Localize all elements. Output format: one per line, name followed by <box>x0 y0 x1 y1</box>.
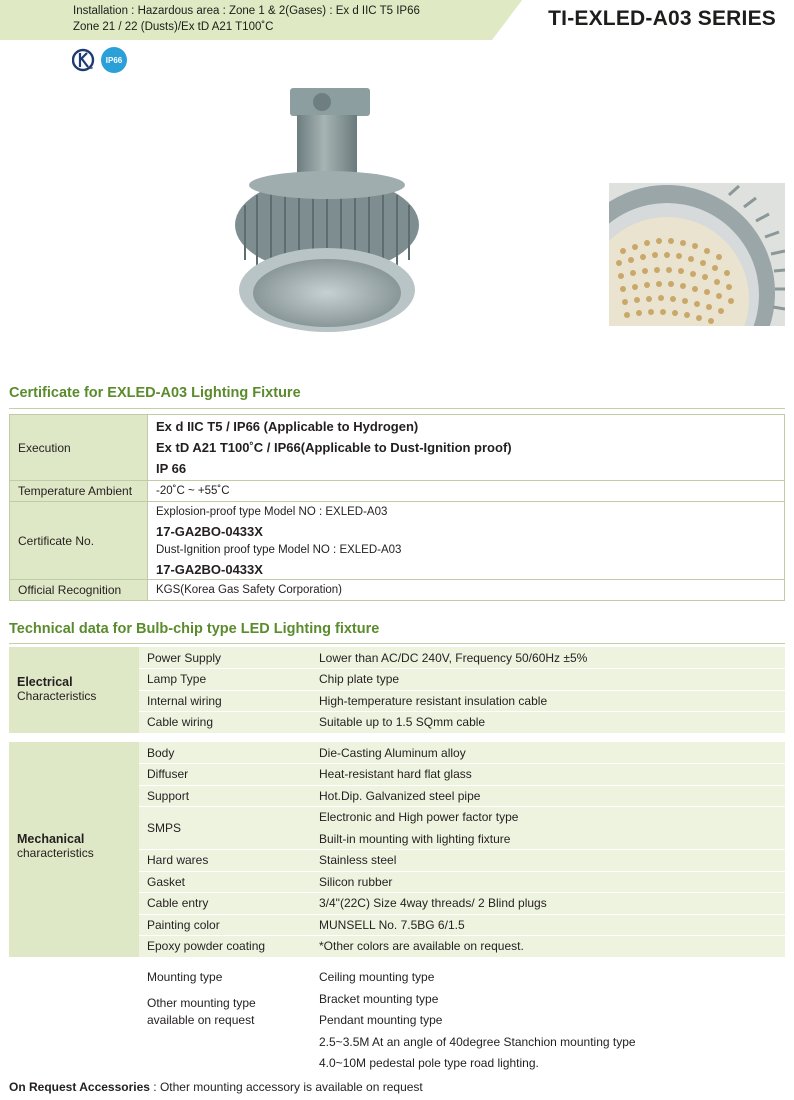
row-divider <box>139 871 785 872</box>
spec-value: Hot.Dip. Galvanized steel pipe <box>319 789 481 803</box>
other-mounting-value: Bracket mounting type <box>319 992 439 1006</box>
spec-item: Epoxy powder coating <box>147 939 266 953</box>
spec-item: Cable entry <box>147 896 209 910</box>
spec-value: Heat-resistant hard flat glass <box>319 767 472 781</box>
header-band <box>0 0 794 40</box>
spec-item: Diffuser <box>147 767 189 781</box>
mechanical-block <box>9 742 785 957</box>
electrical-label-main: Electrical <box>17 675 73 689</box>
series-title: TI-EXLED-A03 SERIES <box>548 7 776 30</box>
certificate-no-label: Certificate No. <box>10 502 148 580</box>
recognition-value: KGS(Korea Gas Safety Corporation) <box>148 580 785 601</box>
mechanical-label-sub: characteristics <box>17 846 94 860</box>
spec-item: SMPS <box>147 821 182 835</box>
row-divider <box>139 763 785 764</box>
execution-values <box>148 415 785 481</box>
mounting-type-value: Ceiling mounting type <box>319 970 435 984</box>
spec-item: Support <box>147 789 190 803</box>
recognition-row <box>10 580 785 601</box>
dust-ignition-cert-no: 17-GA2BO-0433X <box>156 561 263 577</box>
spec-item: Lamp Type <box>147 672 207 686</box>
execution-value-2: Ex tD A21 T100˚C / IP66(Applicable to Dust-Ignition proof) <box>156 440 512 455</box>
spec-item: Gasket <box>147 875 186 889</box>
row-divider <box>139 785 785 786</box>
kcs-mark-icon <box>72 47 96 73</box>
row-divider <box>139 690 785 691</box>
spec-value: Silicon rubber <box>319 875 393 889</box>
certificate-section-title: Certificate for EXLED-A03 Lighting Fixture <box>9 385 301 401</box>
other-mounting-value: 4.0~10M pedestal pole type road lighting. <box>319 1056 539 1070</box>
execution-label: Execution <box>10 415 148 481</box>
spec-value: 3/4"(22C) Size 4way threads/ 2 Blind plugs <box>319 896 547 910</box>
spec-value: Suitable up to 1.5 SQmm cable <box>319 715 486 729</box>
spec-value: Die-Casting Aluminum alloy <box>319 746 466 760</box>
spec-item: Internal wiring <box>147 694 222 708</box>
spec-item: Hard wares <box>147 853 209 867</box>
spec-value: MUNSELL No. 7.5BG 6/1.5 <box>319 918 465 932</box>
product-photo <box>225 85 440 343</box>
spec-item: Cable wiring <box>147 715 214 729</box>
accessories-text: : Other mounting accessory is available on request <box>149 1080 423 1094</box>
row-divider <box>139 711 785 712</box>
technical-section-title: Technical data for Bulb-chip type LED Lighting fixture <box>9 621 380 637</box>
technical-rule <box>9 643 785 644</box>
certification-badges <box>72 47 127 73</box>
installation-info <box>73 3 420 35</box>
explosion-proof-cert-no: 17-GA2BO-0433X <box>156 523 263 539</box>
spec-value-2: Built-in mounting with lighting fixture <box>319 832 511 846</box>
row-divider <box>139 849 785 850</box>
mechanical-label-main: Mechanical <box>17 832 85 846</box>
row-divider <box>139 935 785 936</box>
other-mounting-value: Pendant mounting type <box>319 1013 443 1027</box>
explosion-proof-model: Explosion-proof type Model NO : EXLED-A03 <box>156 505 388 518</box>
electrical-group-label <box>9 647 139 733</box>
row-divider <box>139 914 785 915</box>
recognition-label: Official Recognition <box>10 580 148 601</box>
mechanical-group-label <box>9 742 139 957</box>
execution-value-1: Ex d IIC T5 / IP66 (Applicable to Hydrogen) <box>156 419 419 434</box>
mounting-block <box>9 967 785 1072</box>
execution-value-3: IP 66 <box>156 461 187 476</box>
certificate-no-values <box>148 502 785 580</box>
accessories-label: On Request Accessories <box>9 1080 150 1094</box>
accessories-note <box>9 1080 423 1094</box>
spec-value: Lower than AC/DC 240V, Frequency 50/60Hz ±5% <box>319 651 588 665</box>
mounting-type-label: Mounting type <box>147 970 223 984</box>
ip66-badge: IP66 <box>101 47 127 73</box>
installation-line-1: Installation : Hazardous area : Zone 1 & 2(Gases) : Ex d IIC T5 IP66 <box>73 5 420 17</box>
temperature-row <box>10 481 785 502</box>
certificate-no-row <box>10 502 785 580</box>
spec-value: High-temperature resistant insulation cable <box>319 694 548 708</box>
row-divider <box>139 668 785 669</box>
other-mounting-label-1: Other mounting type <box>147 996 256 1010</box>
electrical-label-sub: Characteristics <box>17 689 97 703</box>
spec-item: Body <box>147 746 175 760</box>
certificate-table <box>9 414 785 601</box>
led-detail-photo <box>609 183 785 326</box>
temperature-label: Temperature Ambient <box>10 481 148 502</box>
temperature-value: -20˚C ~ +55˚C <box>148 481 785 502</box>
certificate-rule <box>9 408 785 409</box>
installation-line-2: Zone 21 / 22 (Dusts)/Ex tD A21 T100˚C <box>73 21 274 33</box>
row-divider <box>139 806 785 807</box>
dust-ignition-model: Dust-Ignition proof type Model NO : EXLED-A03 <box>156 543 402 556</box>
row-divider <box>139 892 785 893</box>
electrical-block <box>9 647 785 733</box>
spec-item: Painting color <box>147 918 220 932</box>
svg-text:s: s <box>89 64 93 71</box>
other-mounting-label-2: available on request <box>147 1013 255 1027</box>
other-mounting-value: 2.5~3.5M At an angle of 40degree Stanchion mounting type <box>319 1035 636 1049</box>
spec-value: *Other colors are available on request. <box>319 939 524 953</box>
spec-item: Power Supply <box>147 651 222 665</box>
spec-value: Stainless steel <box>319 853 397 867</box>
execution-row <box>10 415 785 481</box>
spec-value: Electronic and High power factor type <box>319 810 519 824</box>
spec-value: Chip plate type <box>319 672 400 686</box>
